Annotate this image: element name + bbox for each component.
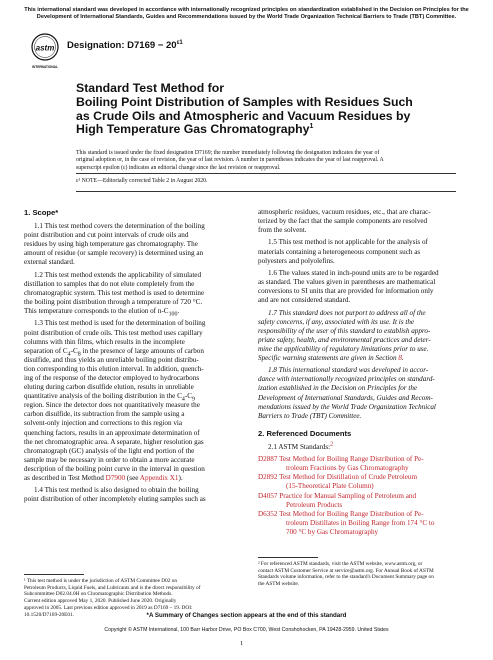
footnote-line: ² For referenced ASTM standards, visit the ASTM website, www.astm.org, or bbox=[258, 561, 423, 567]
text-line: ization established in the Decision on Principles for the bbox=[258, 384, 418, 393]
text-line: Specific warning statements are given in Section bbox=[258, 353, 399, 362]
link-section-8[interactable]: 8 bbox=[398, 353, 402, 362]
text-line: priate safety, health, and environmental practices and deter- bbox=[258, 335, 431, 344]
issued-line: superscript epsilon (ε) indicates an editorial change since the last revision or reapproval. bbox=[76, 164, 281, 171]
footnote-line: ¹ This test method is under the jurisdiction of ASTM Committee D02 on bbox=[24, 578, 178, 584]
title-line: High Temperature Gas Chromatography bbox=[76, 122, 310, 137]
paragraph-1-4 bbox=[24, 486, 236, 504]
paragraph-1-5 bbox=[258, 238, 470, 265]
text-line: columns with thin films, which results in the incomplete bbox=[24, 337, 185, 346]
footnote-divider bbox=[24, 574, 84, 575]
text-line: materials containing a heterogeneous component such as bbox=[258, 247, 421, 256]
text-line: separation of C bbox=[24, 346, 68, 355]
reference-title[interactable]: Practice for Manual Sampling of Petroleum and bbox=[279, 491, 417, 500]
footnote-line: Standards volume information, refer to the standard's Document Summary page on bbox=[258, 574, 434, 581]
text-line: ). bbox=[178, 474, 183, 482]
text-line: quenching factors, results in an approximate determination of bbox=[24, 428, 200, 437]
link-d6352[interactable]: D6352 bbox=[258, 509, 278, 518]
reference-item bbox=[258, 492, 470, 510]
text-line: chromatographic system. This test method is used to determine bbox=[24, 288, 205, 297]
text-line: the net chromatographic area. A separate, higher resolution gas bbox=[24, 437, 204, 446]
logo-wordmark: INTERNATIONAL bbox=[32, 65, 58, 69]
issued-line: original adoption or, in the case of revision, the year of last revision. A number in parentheses indicates the year of last reapproval. A bbox=[76, 157, 384, 164]
text-line: This temperature corresponds to the elution of n-C bbox=[24, 307, 169, 316]
text-line: and are not considered standard. bbox=[258, 296, 351, 305]
footnote-line: Subcommittee D02.04.0H on Chromatographic Distribution Methods. bbox=[24, 591, 173, 598]
issued-line: This standard is issued under the fixed designation D7169; the number immediately following the designation indicates the year of bbox=[76, 150, 380, 156]
text-line: external standard. bbox=[24, 258, 75, 267]
designation-epsilon: ε1 bbox=[176, 39, 183, 46]
text-line: as standard. The values given in parentheses are mathematical bbox=[258, 278, 436, 287]
footnote-line: approved in 2005. Last previous edition approved in 2019 as D7169 – 19. DOI: bbox=[24, 604, 193, 611]
text-line: dance with internationally recognized principles on standard- bbox=[258, 375, 435, 384]
reference-title[interactable]: (15-Theoretical Plate Column) bbox=[286, 482, 374, 491]
text-line: distillation to samples that do not elute completely from the bbox=[24, 279, 195, 288]
footnote-line: the ASTM website. bbox=[258, 581, 300, 588]
right-column bbox=[258, 208, 470, 537]
text-line: tion corresponding to this elution interval. In addition, quench- bbox=[24, 364, 204, 373]
divider bbox=[76, 191, 456, 192]
text-line: atmospheric residues, vacuum residues, etc., that are charac- bbox=[258, 208, 431, 216]
reference-title[interactable]: Test Method for Boiling Range Distribution of Pe- bbox=[279, 509, 424, 518]
designation bbox=[67, 40, 183, 51]
text-line: mine the applicability of regulatory limitations prior to use. bbox=[258, 344, 429, 353]
text-line: region. Since the detector does not quantitatively measure the bbox=[24, 401, 200, 410]
astm-logo-icon bbox=[30, 32, 60, 72]
text-line: solvent-only injection and corrections to this region via bbox=[24, 419, 183, 428]
issuance-statement bbox=[76, 150, 456, 172]
reference-list bbox=[258, 455, 470, 537]
text-line: Barriers to Trade (TBT) Committee. bbox=[258, 411, 362, 420]
title-footnote-ref[interactable]: 1 bbox=[309, 123, 314, 131]
text-line: 1.7 This standard does not purport to address all of the bbox=[268, 308, 426, 317]
text-line: 1.1 This test method covers the determination of the boiling bbox=[34, 222, 205, 231]
text-line: conversions to SI units that are provided for information only bbox=[258, 287, 434, 296]
text-line: 1.5 This test method is not applicable for the analysis of bbox=[268, 238, 428, 247]
footnote-line: Current edition approved May 1, 2020. Published June 2020. Originally bbox=[24, 598, 177, 605]
subscript: 4 bbox=[67, 351, 71, 358]
link-d7900[interactable]: D7900 bbox=[105, 474, 126, 482]
reference-title[interactable]: troleum Fractions by Gas Chromatography bbox=[286, 464, 409, 473]
text-line: mendations issued by the World Trade Organization Technical bbox=[258, 402, 436, 411]
subscript: 9 bbox=[191, 396, 195, 403]
text-line: chromatograph (GC) analysis of the light end portion of the bbox=[24, 446, 195, 455]
reference-item bbox=[258, 455, 470, 473]
text-line: responsibility of the user of this standard to establish appro- bbox=[258, 326, 431, 335]
reference-title[interactable]: troleum Distillates in Boiling Range from 174 °C to bbox=[286, 518, 435, 527]
paragraph-1-7 bbox=[258, 309, 470, 364]
summary-of-changes-notice: *A Summary of Changes section appears at the end of this standard bbox=[146, 612, 347, 619]
reference-title[interactable]: Test Method for Boiling Range Distribution of Pe- bbox=[279, 455, 424, 464]
text-line: residues by using high temperature gas chromatography. The bbox=[24, 240, 198, 249]
text-line: 2.1 ASTM Standards: bbox=[268, 442, 331, 451]
text-line: 1.2 This test method extends the applicability of simulated bbox=[34, 270, 202, 279]
section-heading-referenced-documents: 2. Referenced Documents bbox=[258, 428, 352, 438]
paragraph-1-2 bbox=[24, 271, 236, 316]
link-d2887[interactable]: D2887 bbox=[258, 455, 278, 464]
text-line: quantitative analysis of the boiling distribution in the C bbox=[24, 392, 182, 401]
text-line: the boiling point distribution through a temperature of 720 °C. bbox=[24, 298, 203, 307]
text-line: -C bbox=[184, 392, 192, 401]
text-line: from the solvent. bbox=[258, 226, 307, 235]
editorial-note: ε¹ NOTE—Editorially corrected Table 2 in August 2020. bbox=[76, 178, 208, 184]
footnote-divider bbox=[258, 557, 318, 558]
reference-item bbox=[258, 473, 470, 491]
designation-text: Designation: D7169 − 20 bbox=[67, 40, 177, 51]
subscript: 4 bbox=[181, 396, 185, 403]
link-d2892[interactable]: D2892 bbox=[258, 473, 278, 482]
subscript: 100 bbox=[168, 311, 178, 318]
text-line: . bbox=[177, 307, 180, 316]
text-line: point distribution and cut point intervals of crude oils and bbox=[24, 231, 189, 240]
footnote-line: 10.1520/D7169-20E01. bbox=[24, 611, 75, 618]
paragraph-1-3 bbox=[24, 319, 236, 483]
paragraph-1-1 bbox=[24, 222, 236, 267]
reference-title[interactable]: Test Method for Distillation of Crude Petroleum bbox=[279, 473, 418, 482]
text-line: safety concerns, if any, associated with its use. It is the bbox=[258, 317, 415, 326]
subscript: 8 bbox=[77, 351, 81, 358]
footnote-line: Petroleum Products, Liquid Fuels, and Lubricants and is the direct responsibility of bbox=[24, 584, 201, 591]
tbt-notice bbox=[24, 7, 469, 21]
page-number: 1 bbox=[240, 640, 244, 647]
text-line: sample may be necessary in order to obtain a more accurate bbox=[24, 455, 195, 464]
text-line: (see bbox=[125, 474, 140, 482]
paragraph-1-8 bbox=[258, 366, 470, 421]
footnote-2 bbox=[258, 557, 470, 590]
text-line: terized by the fact that the sample components are resolved bbox=[258, 217, 428, 226]
title-line: as Crude Oils and Atmospheric and Vacuum Residues by bbox=[76, 108, 411, 123]
reference-item bbox=[258, 510, 470, 537]
text-line: disulfide, and thus yields an unreliable boiling point distribu- bbox=[24, 355, 199, 364]
document-title bbox=[76, 82, 436, 137]
text-line: polyesters and polyolefins. bbox=[258, 256, 335, 265]
link-appendix-x1[interactable]: Appendix X1 bbox=[139, 474, 179, 482]
text-line: in the presence of large amounts of carbon bbox=[80, 346, 204, 355]
divider bbox=[76, 173, 456, 174]
text-line: -C bbox=[70, 346, 78, 355]
footnote-ref-2[interactable]: 2 bbox=[330, 441, 334, 448]
text-line: 1.3 This test method is used for the determination of boiling bbox=[34, 319, 206, 328]
section-heading-scope: 1. Scope* bbox=[24, 208, 59, 217]
text-line: eluting during carbon disulfide elution, results in unreliable bbox=[24, 383, 194, 392]
text-line: ing of the response of the detector employed to hydrocarbons bbox=[24, 373, 200, 382]
text-line: point distribution of crude oils. This test method uses capillary bbox=[24, 328, 203, 337]
paragraph-2-1 bbox=[258, 443, 470, 452]
text-line: point distribution of other incompletely eluting samples such as bbox=[24, 495, 206, 504]
text-line: 1.8 This international standard was developed in accor- bbox=[268, 366, 429, 375]
footnote-line: contact ASTM Customer Service at service@astm.org. For Annual Book of ASTM bbox=[258, 567, 434, 574]
reference-title[interactable]: 700 °C by Gas Chromatography bbox=[286, 527, 379, 536]
text-line: 1.6 The values stated in inch-pound units are to be regarded bbox=[268, 268, 439, 277]
notice-line: This international standard was developed in accordance with internationally recognized principles on standardization established in the Decision on Principles for the bbox=[24, 7, 469, 13]
text-line: 1.4 This test method is also designed to obtain the boiling bbox=[34, 486, 199, 495]
copyright-line: Copyright © ASTM International, 100 Barr Harbor Drive, PO Box C700, West Conshohocken, PA 19428-2959. United States bbox=[104, 627, 389, 633]
text-line: Development of International Standards, Guides and Recom- bbox=[258, 393, 433, 402]
text-line: as described in Test Method bbox=[24, 474, 106, 482]
title-line: Boiling Point Distribution of Samples with Residues Such bbox=[76, 94, 413, 109]
text-line: amount of residue (or sample recovery) is determined using an bbox=[24, 249, 204, 258]
link-d4057[interactable]: D4057 bbox=[258, 491, 278, 500]
paragraph-1-6 bbox=[258, 269, 470, 305]
title-line: Standard Test Method for bbox=[76, 81, 225, 95]
svg-text:astm: astm bbox=[35, 43, 55, 53]
left-column bbox=[24, 208, 236, 508]
notice-line: Development of International Standards, Guides and Recommendations issued by the World Trade Organization Technical Barriers to Trade (TBT) Committee. bbox=[36, 14, 457, 20]
reference-title[interactable]: Petroleum Products bbox=[286, 500, 343, 509]
text-line: . bbox=[401, 353, 404, 362]
text-line: description of the boiling point curve in the interval in question bbox=[24, 464, 205, 473]
paragraph-1-4-cont bbox=[258, 208, 470, 235]
text-line: carbon disulfide, its subtraction from the sample using a bbox=[24, 410, 185, 419]
